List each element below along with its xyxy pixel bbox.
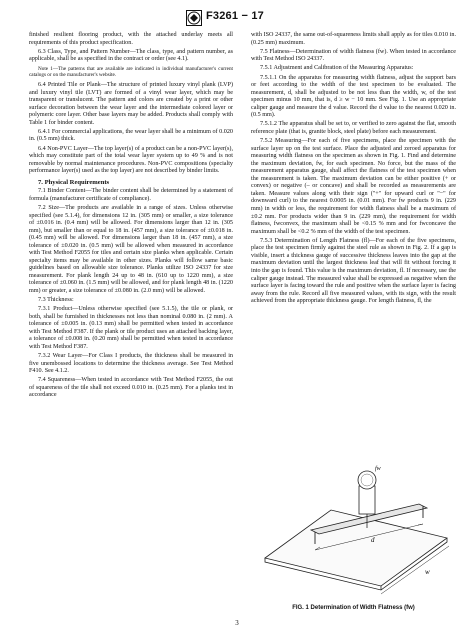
astm-logo-icon — [186, 10, 202, 26]
label-w: w — [425, 568, 430, 576]
paragraph: 6.4.1 For commercial applications, the wear layer shall be a minimum of 0.020 in. (0.5 mm) thick. — [29, 128, 233, 143]
paragraph: 6.4 Non-PVC Layer—The top layer(s) of a product can be a non-PVC layer(s), which may constitute part of the total wear layer system up to 49 % and is not removable by normal maintenance procedures. Non-PVC compositions (specialty performance layer(s) used as the top layer) are not described by binder limits. — [29, 145, 233, 175]
paragraph: 7.3.1 Product—Unless otherwise specified (see 5.1.5), the tile or plank, or both, shall be furnished in thicknesses not less than nominal 0.080 in. (2 mm). A tolerance of ±0.005 in. (0.13 mm) shall be permitted when tested in accordance with Test Method F387. If the plank or tile product uses an attached backing layer, a tolerance of ±0.008 in. (0.20 mm) shall be permitted when tested in accordance with Test Method F387. — [29, 306, 233, 350]
paragraph: 7.5.1.1 On the apparatus for measuring width flatness, adjust the support bars or feet according to the width of the test specimen to be evaluated. The measurement, d, shall be adjusted to be not less than the width, w, of the test specimen minus 10 mm, that is, d ≥ w − 10 mm. See Fig. 1. Use an appropriate caliper gauge and measure the d value. Record the d value to the nearest 0.020 in. (0.5 mm). — [251, 74, 456, 119]
dial-gauge — [359, 486, 375, 514]
paragraph: 7.5.1 Adjustment and Calibration of the Measuring Apparatus: — [260, 65, 414, 72]
paragraph: 7.5.1.2 The apparatus shall be set to, or verified to zero against the flat, smooth reference plate (that is, granite block, steel plate) before each measurement. — [251, 121, 456, 135]
section-heading: 7. Physical Requirements — [38, 178, 110, 186]
label-fw: fw — [375, 466, 381, 472]
paragraph: 7.3 Thickness: — [38, 297, 74, 304]
right-column — [251, 32, 456, 307]
paragraph: 7.5 Flatness—Determination of width flatness (fw). When tested in accordance with Test Method ISO 24337. — [251, 48, 456, 63]
left-column — [29, 32, 233, 402]
paragraph: 6.4 Printed Tile or Plank—The structure of printed luxury vinyl plank (LVP) and luxury vinyl tile (LVT) are formed of a vinyl wear layer, which may be transparent or translucent. The pattern and colors are created by a print or other surface decoration between the wear layer and the intermediate colored layer or polymeric core layer. Other base layers may be added. Products shall comply with Table 1 for binder content. — [29, 81, 233, 126]
label-d: d — [371, 536, 375, 544]
document-id: F3261 − 17 — [206, 10, 264, 22]
page-number: 3 — [235, 619, 239, 627]
paragraph: 7.4 Squareness—When tested in accordance with Test Method F2055, the out of squareness of the tile shall not exceed 0.010 in. (0.25 mm). For a planks test in accordance — [29, 377, 233, 399]
paragraph: 6.3 Class, Type, and Pattern Number—The class, type, and pattern number, as applicable, shall be as specified in the contract or order (see 4.1). — [29, 48, 233, 63]
page-header — [0, 8, 474, 28]
note: Note 1—The patterns that are available are indicated in individual manufacturer's current catalogs or on the manufacturer's website. — [29, 65, 233, 79]
paragraph: with ISO 24337, the same out-of-squareness limits shall apply as for tiles 0.010 in. (0.25 mm) maximum. — [251, 32, 456, 46]
paragraph: 7.5.3 Determination of Length Flatness (fl)—For each of the five specimens, place the test specimen firmly against the steel rule as shown in Fig. 2. If a gap is visible, insert a thickness gauge of successive thickness leaves into the gap at the maximum deviation until the largest thickness leaf that will fit without forcing it into the gap is found. This value is the maximum deviation, fl. If necessary, use the caliper gauge instead. The measured value shall be expressed as negative when the surface layer is facing toward the rule and positive when the surface layer is facing away from the rule. Record all five measured values, with its sign, with the result achieved from the appropriate thickness gauge. For length flatness, fl, the — [251, 237, 456, 305]
figure-caption: FIG. 1 Determination of Width Flatness (fw) — [292, 605, 415, 611]
paragraph: 7.1 Binder Content—The binder content shall be determined by a statement of formula (manufacturer certificate of compliance). — [29, 188, 233, 202]
paragraph: 7.5.2 Measuring—For each of five specimens, place the specimen with the surface layer up on the test surface. Place the adjusted and zeroed apparatus for measuring width flatness on the specimen as shown in Fig. 1. Find and determine the maximum deviation, fw, for each specimen. No force, but the mass of the measurement apparatus gauge, shall affect the flatness of the test specimen when the measurement is taken. The maximum deviation can be either positive (+ or convex) or negative (– or concave) and shall be recorded as measurements are taken. Measure values along with their sign ("+" for upward curl or "−" for downward curl) to the nearest 0.0005 in. (0.01 mm). For fw products 9 in. (229 mm) in width or less, the requirement for width flatness shall be a maximum of ±0.2 mm. For products wider than 9 in. (229 mm), the requirement for width flatness, fwconvex, the maximum shall be <0.15 % mm and for fwconcave the maximum shall be <0.2 % mm of the width of the test specimen. — [251, 138, 456, 235]
paragraph: 7.3.2 Wear Layer—For Class I products, the thickness shall be measured in five unembossed locations to determine the thickness average. See Test Method F410. See 4.1.2. — [29, 353, 233, 375]
paragraph: finished resilient flooring product, with the attached underlay meets all requirements of this product specification. — [29, 32, 233, 46]
figure-1 — [251, 446, 456, 604]
width-flatness-diagram — [251, 446, 456, 596]
paragraph: 7.2 Size—The products are available in a range of sizes. Unless otherwise specified (see 5.1.4), for dimensions 12 in. (305 mm) or smaller, a size tolerance of ±0.016 in. (0.4 mm) will be allowed. For dimensions larger than 12 in. (305 mm), but smaller than or equal to 18 in. (457 mm), a size tolerance of ±0.018 in. (0.45 mm) will be allowed. For dimensions larger than 18 in. (457 mm), a size tolerance of ±0.020 in. (0.5 mm) will be allowed when measured in accordance with Test Method F2055 for tiles and certain size planks when applicable. Certain specialty items may be available in other sizes. Planks will follow same basic guidelines based on allowable size tolerance. Planks utilize ISO 24337 for size measurement. For plank length 24 up to 48 in. (610 up to 1220 mm), a size tolerance of ±0.060 in. (1.5 mm) will be allowed, and for plank length 48 in. (1220 mm) or greater, a size tolerance of ±0.080 in. (2.0 mm) will be allowed. — [29, 204, 233, 294]
